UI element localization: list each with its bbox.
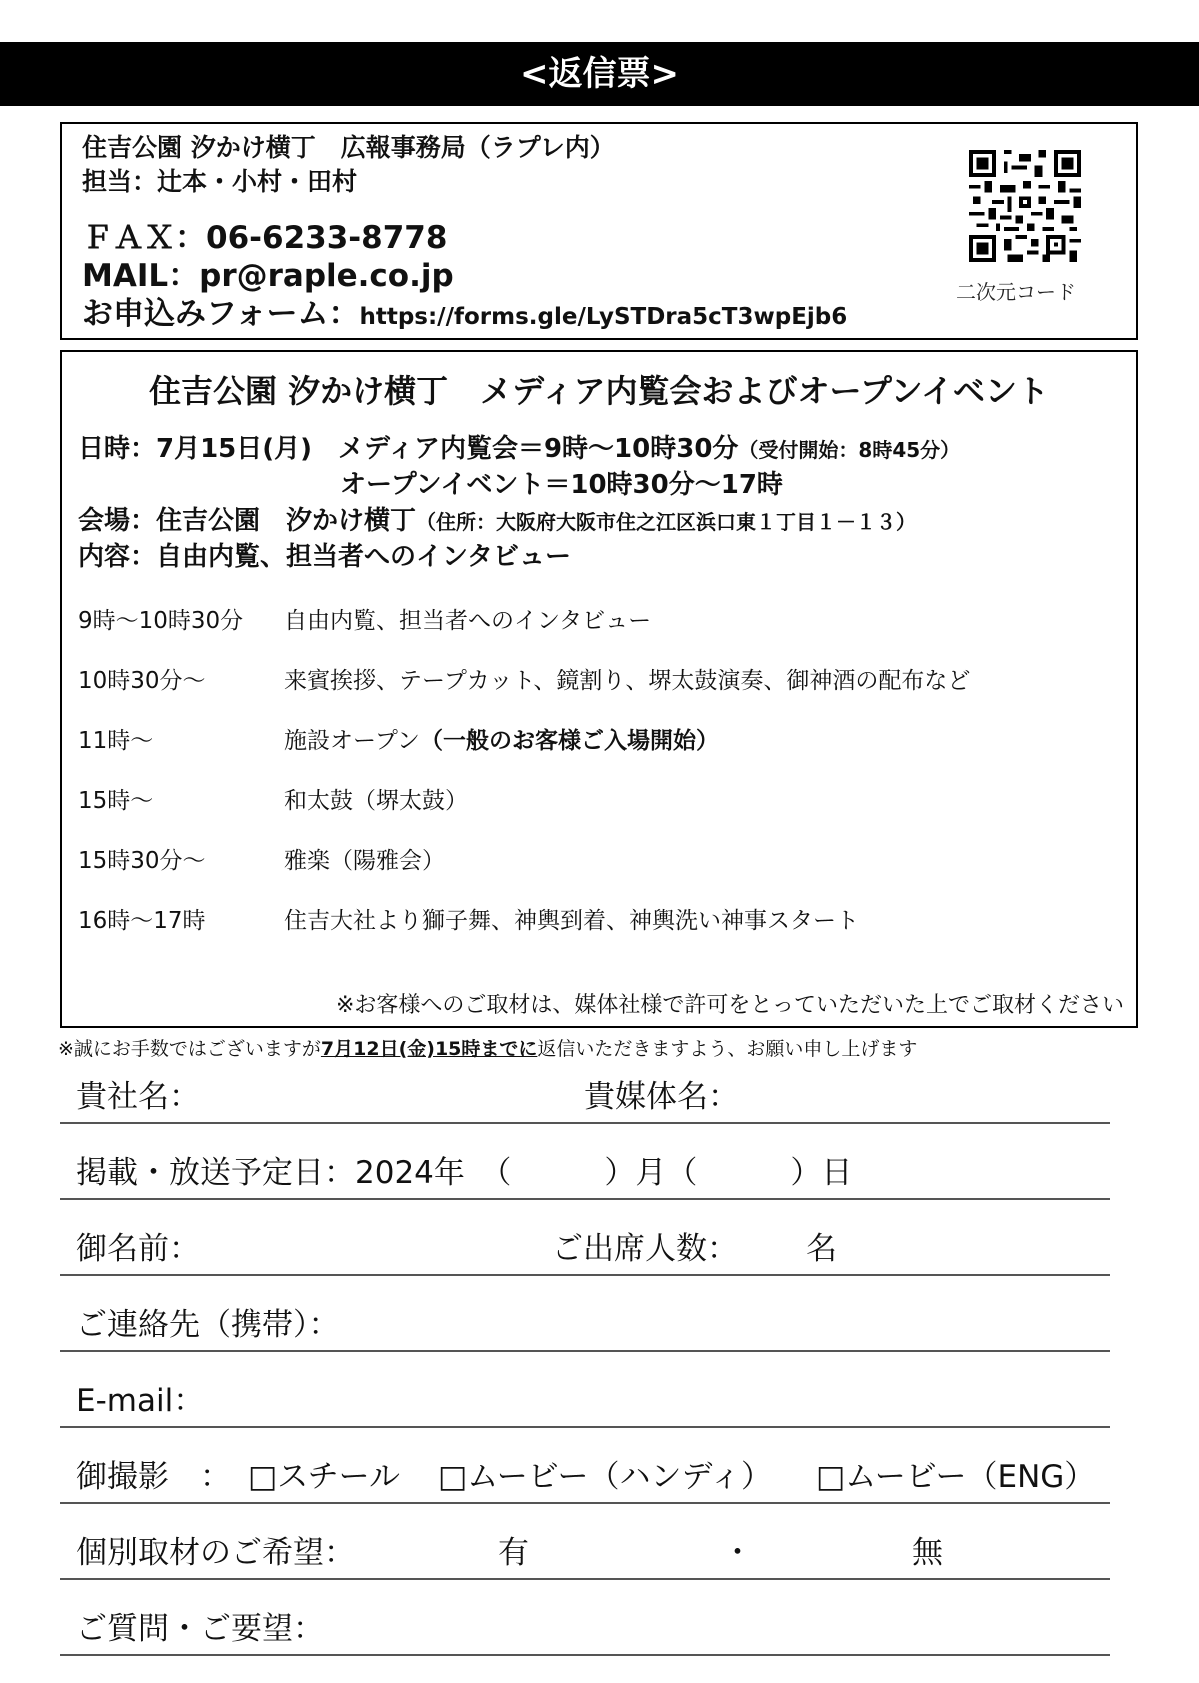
interview-separator: ・: [722, 1535, 753, 1571]
publish-date-row[interactable]: [60, 1124, 1110, 1200]
schedule-desc: 住吉大社より獅子舞、神輿到着、神輿洗い神事スタート: [284, 908, 859, 934]
schedule-time: 15時30分～: [78, 848, 206, 874]
event-content: 内容：自由内覧、担当者へのインタビュー: [78, 542, 571, 572]
office-name: 住吉公園 汐かけ横丁 広報事務局（ラプレ内）: [82, 133, 615, 162]
schedule-desc: 来賓挨拶、テープカット、鏡割り、堺太鼓演奏、御神酒の配布など: [284, 668, 971, 694]
checkbox-movie-eng[interactable]: □ムービー（ENG）: [816, 1459, 1096, 1495]
email-row[interactable]: [60, 1352, 1110, 1428]
reception-time: （受付開始：8時45分）: [738, 438, 961, 462]
venue-main: 会場：住吉公園 汐かけ横丁: [78, 506, 417, 536]
checkbox-still[interactable]: □スチール: [248, 1459, 401, 1495]
open-event-time: オープンイベント＝10時30分～17時: [340, 470, 783, 500]
event-title: 住吉公園 汐かけ横丁 メディア内覧会およびオープンイベント: [148, 372, 1050, 410]
phone-row[interactable]: [60, 1276, 1110, 1352]
media-label: 貴媒体名：: [584, 1079, 739, 1115]
form-line: [82, 288, 847, 333]
deadline-date: 7月12日(金)15時までに: [320, 1038, 538, 1060]
staff-names: 担当：辻本・小村・田村: [82, 167, 358, 196]
shooting-row: [60, 1428, 1110, 1504]
schedule-desc: 雅楽（陽雅会）: [284, 848, 445, 874]
schedule-time: 15時～: [78, 788, 154, 814]
checkbox-movie-handy[interactable]: □ムービー（ハンディ）: [438, 1459, 773, 1495]
fax-number: ＦＡＸ：06-6233-8778: [82, 220, 448, 256]
deadline-pre: ※誠にお手数ではございますが: [58, 1038, 321, 1060]
form-url[interactable]: https://forms.gle/LySTDra5cT3wpEjb6: [359, 304, 848, 330]
interview-yes[interactable]: 有: [498, 1535, 529, 1571]
interview-no[interactable]: 無: [912, 1535, 943, 1571]
coverage-note: ※お客様へのご取材は、媒体社様で許可をとっていただいた上でご取材ください: [336, 993, 1124, 1018]
date-line: [78, 428, 960, 465]
schedule-time: 10時30分～: [78, 668, 206, 694]
interview-row: [60, 1504, 1110, 1580]
schedule-desc-bold: （一般のお客様ご入場開始）: [419, 728, 719, 754]
schedule-time: 16時～17時: [78, 908, 206, 934]
email-label: E-mail：: [76, 1383, 205, 1419]
shooting-label: 御撮影 ：: [76, 1459, 231, 1495]
company-row[interactable]: [60, 1048, 1110, 1124]
schedule-desc-text: 施設オープン: [284, 728, 420, 754]
venue-address: （住所：大阪府大阪市住之江区浜口東１丁目１－１３）: [416, 510, 917, 534]
deadline-post: 返信いただきますよう、お願い申し上げます: [537, 1038, 918, 1060]
form-label: お申込みフォーム：: [82, 296, 360, 332]
publish-date-label: 掲載・放送予定日：2024年 （ ）月（ ）日: [76, 1155, 853, 1191]
venue-line: [78, 500, 916, 537]
schedule-desc: 和太鼓（堺太鼓）: [284, 788, 468, 814]
questions-line: [60, 1654, 1110, 1656]
company-label: 貴社名：: [76, 1079, 200, 1115]
attendees-label: ご出席人数：: [552, 1231, 738, 1267]
interview-label: 個別取材のご希望：: [76, 1535, 355, 1571]
contact-box: [60, 122, 1138, 340]
reply-form-title: <返信票>: [0, 42, 1199, 106]
attendees-unit: 名: [806, 1231, 837, 1267]
phone-label: ご連絡先（携帯）：: [76, 1307, 340, 1343]
name-row[interactable]: [60, 1200, 1110, 1276]
schedule-desc: 自由内覧、担当者へのインタビュー: [284, 608, 652, 634]
questions-label: ご質問・ご要望：: [76, 1611, 324, 1647]
name-label: 御名前：: [76, 1231, 200, 1267]
schedule-time: 11時～: [78, 728, 154, 754]
schedule-time: 9時～10時30分: [78, 608, 244, 634]
qr-caption: 二次元コード: [956, 280, 1076, 304]
mail-address: MAIL：pr@raple.co.jp: [82, 258, 454, 294]
date-main: 日時：7月15日(月) メディア内覧会＝9時～10時30分: [78, 434, 739, 464]
schedule-desc: [284, 722, 719, 755]
qr-code-icon: [969, 150, 1081, 262]
event-box: [60, 350, 1138, 1028]
questions-row[interactable]: [60, 1580, 1110, 1656]
